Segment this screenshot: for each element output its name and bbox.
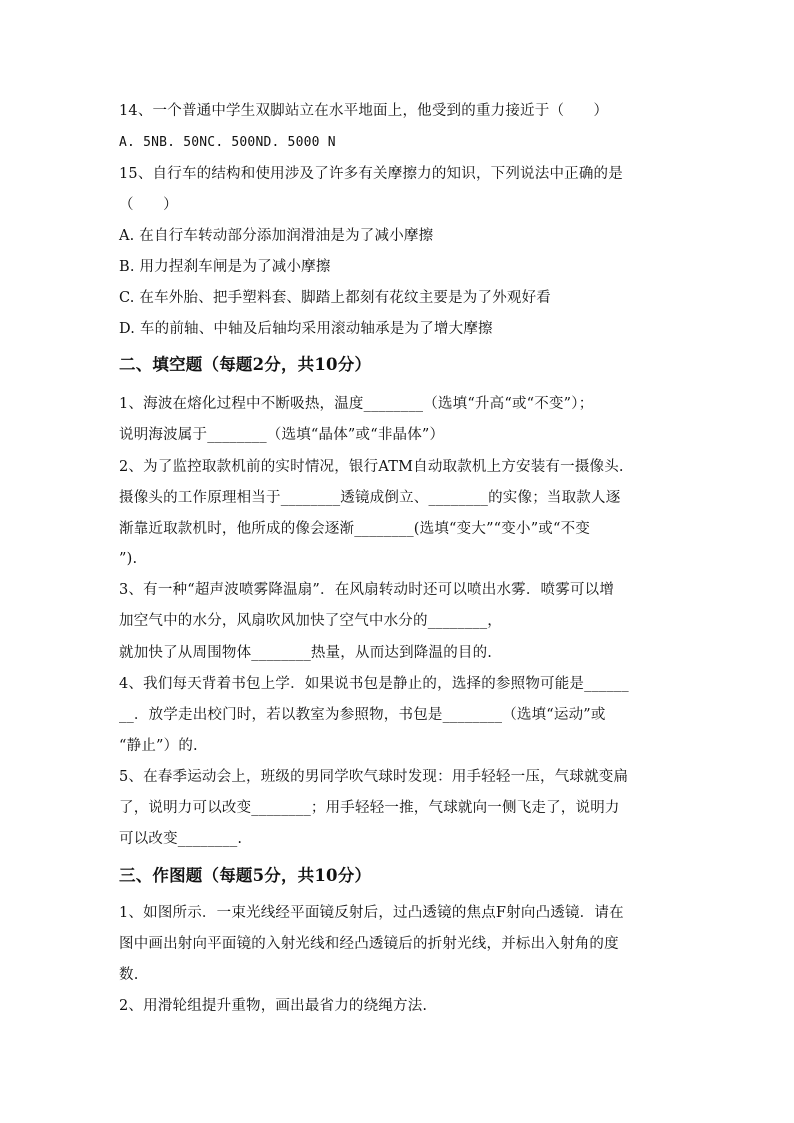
question-15-option-a: A. 在自行车转动部分添加润滑油是为了减小摩擦 [119,228,434,244]
fill-question-1-cont: 说明海波属于________（选填“晶体”或“非晶体”） [119,427,445,443]
question-15-stem: 15、自行车的结构和使用涉及了许多有关摩擦力的知识，下列说法中正确的是 [119,166,623,182]
fill-question-3: 3、有一种“超声波喷雾降温扇”．在风扇转动时还可以喷出水雾．喷雾可以增 [119,582,615,598]
fill-question-3-cont-2: 就加快了从周围物体________热量，从而达到降温的目的. [119,645,493,661]
drawing-question-2: 2、用滑轮组提升重物，画出最省力的绕绳方法. [119,998,428,1014]
fill-question-5-cont-1: 了，说明力可以改变________；用手轻轻一推，气球就向一侧飞走了，说明力 [119,800,620,816]
fill-question-2-cont-1: 摄像头的工作原理相当于________透镜成倒立、________的实像；当取款人逐 [119,490,621,506]
fill-question-4: 4、我们每天背着书包上学．如果说书包是静止的，选择的参照物可能是______ [119,676,629,692]
fill-question-5: 5、在春季运动会上，班级的男同学吹气球时发现：用手轻轻一压，气球就变扁 [119,769,629,785]
question-14-stem: 14、一个普通中学生双脚站立在水平地面上，他受到的重力接近于（ ） [119,103,609,119]
section-heading-fill-in: 二、填空题（每题2分，共10分） [119,355,372,374]
drawing-question-1: 1、如图所示．一束光线经平面镜反射后，过凸透镜的焦点F射向凸透镜．请在 [119,905,624,921]
fill-question-4-cont-2: “静止”）的. [119,738,198,754]
question-15-option-c: C. 在车外胎、把手塑料套、脚踏上都刻有花纹主要是为了外观好看 [119,290,551,306]
fill-question-2-cont-3: ”). [119,551,138,567]
fill-question-1: 1、海波在熔化过程中不断吸热，温度________（选填“升高“或“不变”）； [119,396,594,412]
question-15-option-b: B. 用力捏刹车闸是为了减小摩擦 [119,259,331,275]
question-15-stem-cont: （ ） [119,197,178,213]
question-15-option-d: D. 车的前轴、中轴及后轴均采用滚动轴承是为了增大摩擦 [119,321,493,337]
drawing-question-1-cont-2: 数. [119,967,139,983]
fill-question-2: 2、为了监控取款机前的实时情况，银行ATM自动取款机上方安装有一摄像头. [119,459,624,475]
drawing-question-1-cont-1: 图中画出射向平面镜的入射光线和经凸透镜后的折射光线，并标出入射角的度 [119,936,619,952]
fill-question-2-cont-2: 渐靠近取款机时，他所成的像会逐渐________(选填“变大”“变小”或“不变 [119,521,591,537]
fill-question-4-cont-1: __．放学走出校门时，若以教室为参照物，书包是________（选填“运动”或 [119,707,606,723]
fill-question-3-cont-1: 加空气中的水分，风扇吹风加快了空气中水分的________， [119,613,502,629]
fill-question-5-cont-2: 可以改变________. [119,831,243,847]
question-14-options: A. 5NB. 50NC. 500ND. 5000 N [119,135,336,150]
section-heading-drawing: 三、作图题（每题5分，共10分） [119,866,372,885]
